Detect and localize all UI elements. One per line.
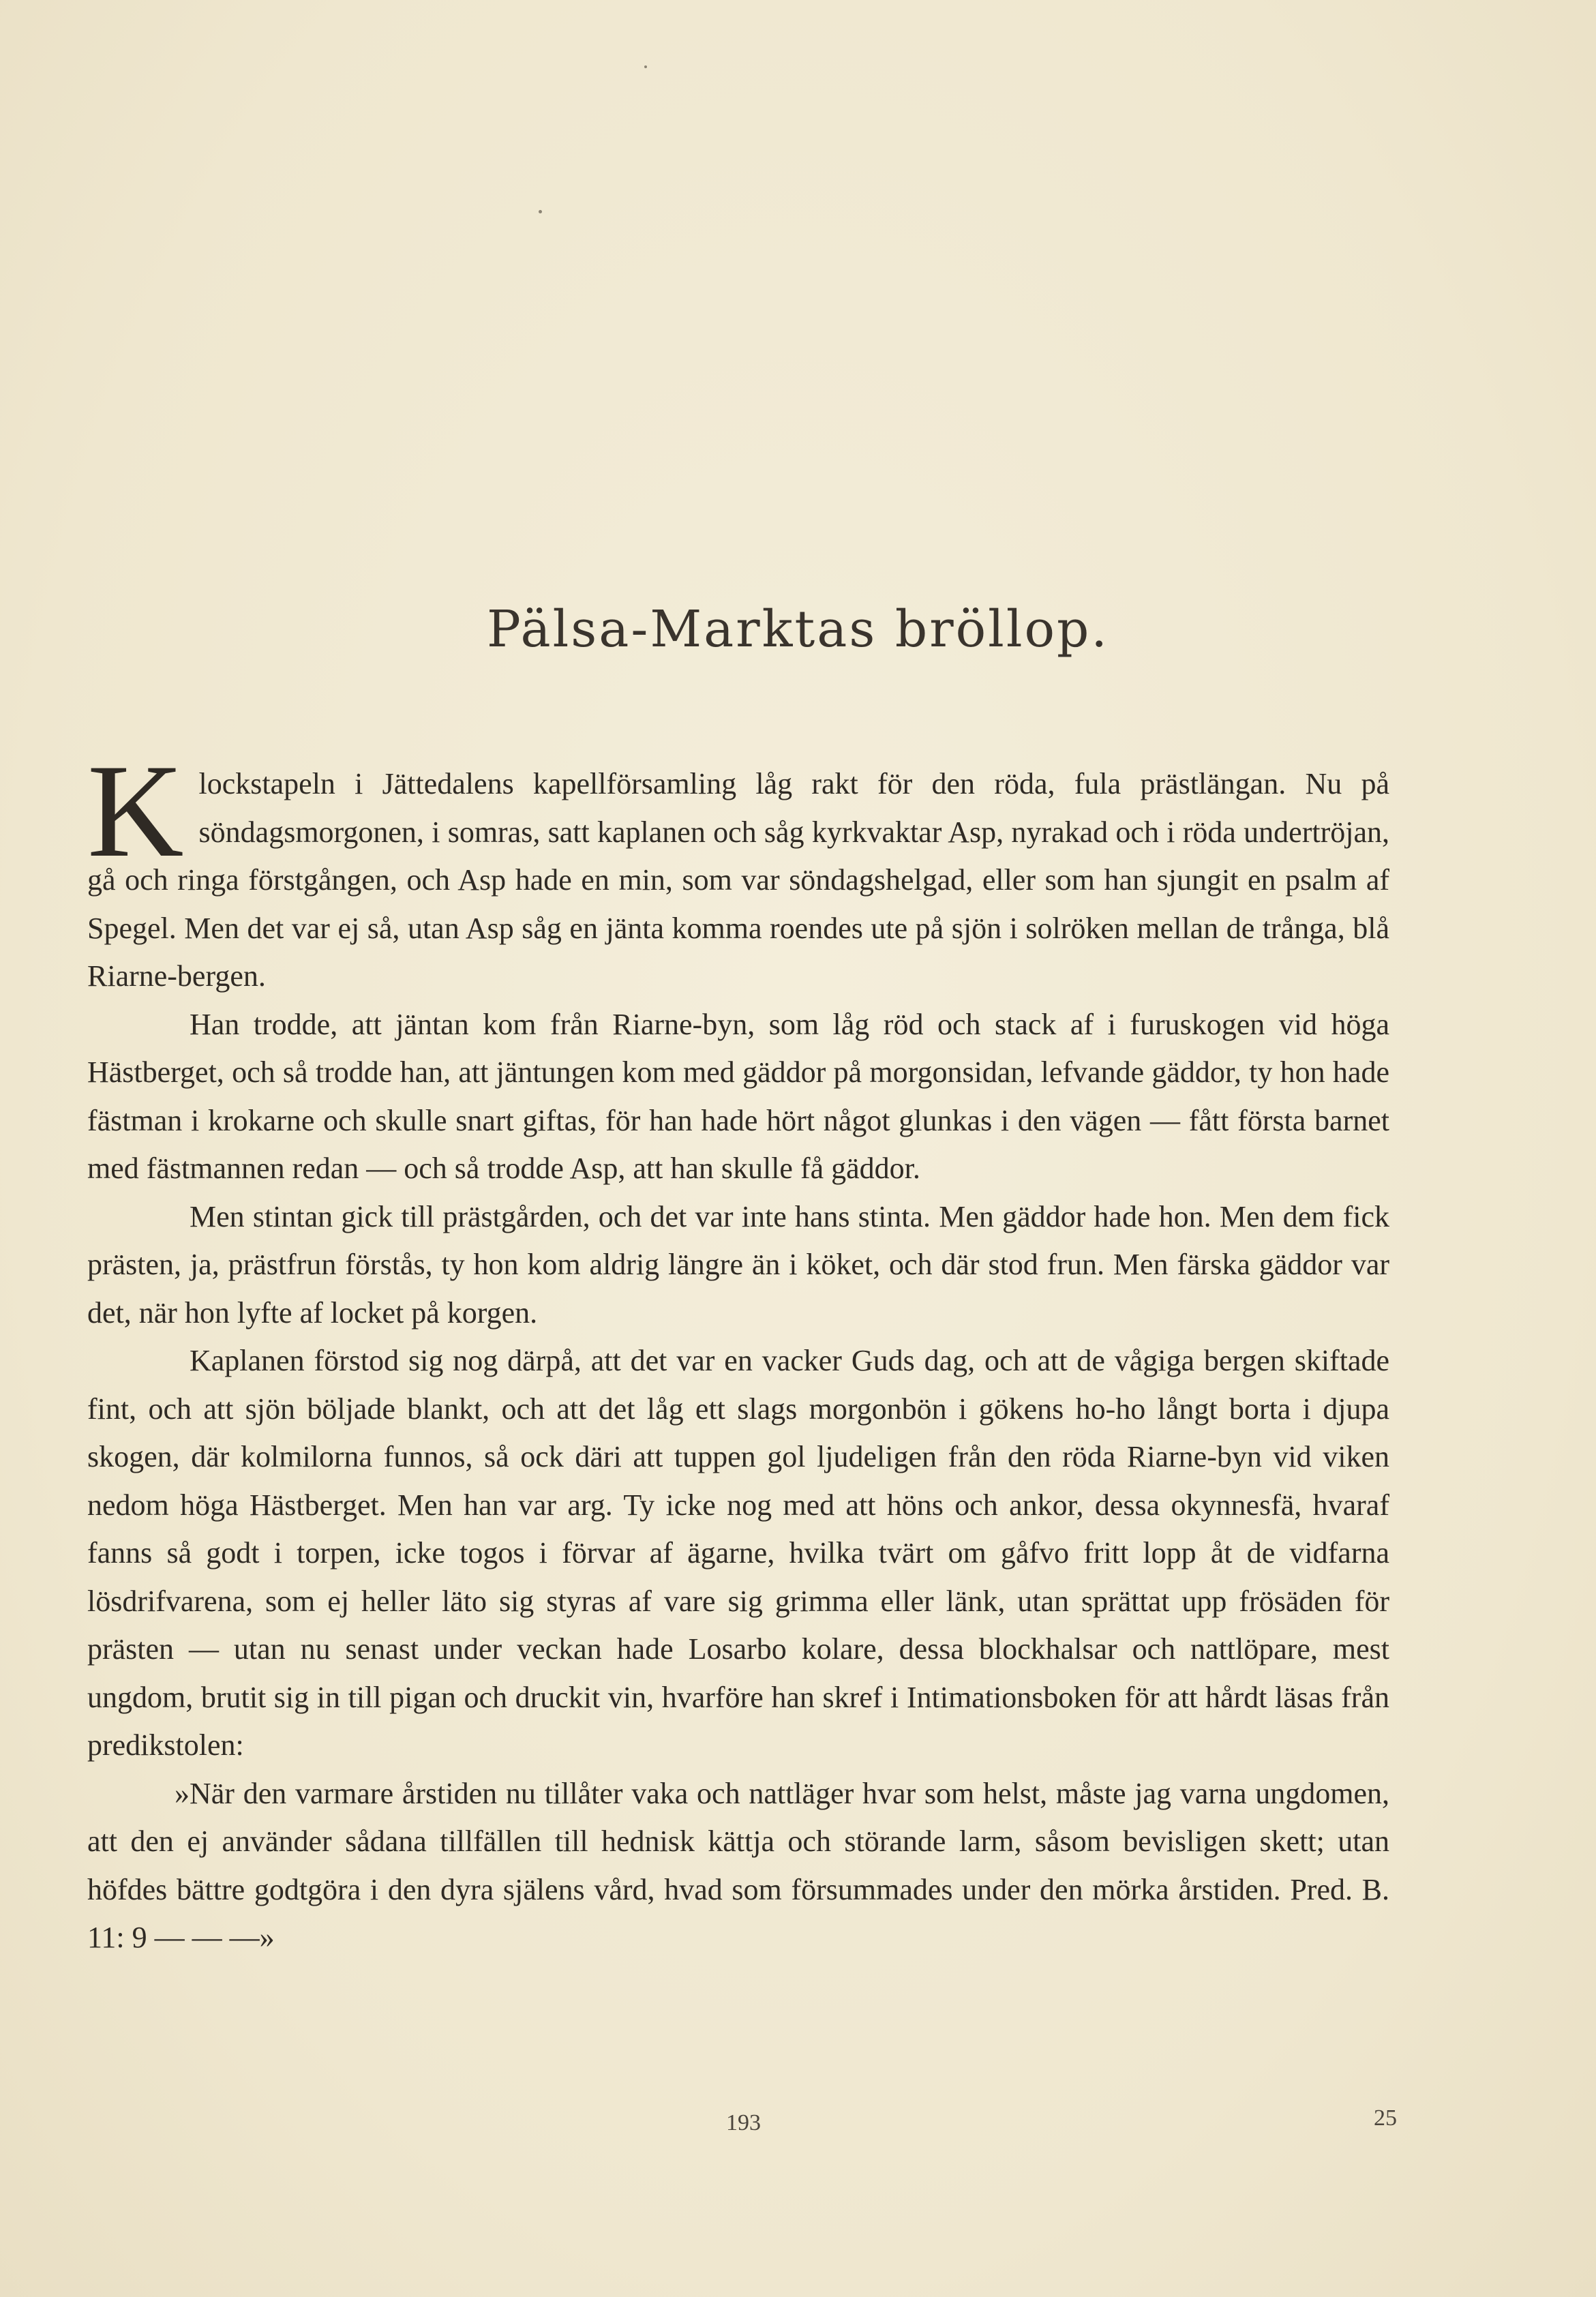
- paragraph: Kaplanen förstod sig nog därpå, att det var en vacker Guds dag, och att de vågiga bergen skiftade fint, och att sjön böljade blankt, och att det låg ett slags morgonbön i gökens ho-ho långt borta i djupa skogen, där kolmilorna funnos, så ock däri att tuppen gol ljudeligen från den röda Riarne-byn vid viken nedom höga Hästberget. Men han var arg. Ty icke nog med att höns och ankor, dessa okynnesfä, hvaraf fanns så godt i torpen, icke togos i förvar af ägarne, hvilka tvärt om gåfvo fritt lopp åt de vidfarna lösdrifvarena, som ej heller läto sig styras af vare sig grimma eller länk, utan sprättat upp frösäden för prästen — utan nu senast under veckan hade Losarbo kolare, dessa blockhalsar och nattlöpare, mest ungdom, brutit sig in till pigan och druckit vin, hvarföre han skref i Intimationsboken för att hårdt läsas från predikstolen:: [87, 1344, 1389, 1762]
- paragraph-text: lockstapeln i Jättedalens kapellförsamling låg rakt för den röda, fula prästlängan. Nu på söndagsmorgonen, i somras, satt kaplanen och såg kyrkvaktar Asp, nyrakad och i röda undertröjan, gå och ringa förstgången, och Asp hade en min, som var söndagshelgad, eller som han sjungit en psalm af Spegel. Men det var ej så, utan Asp såg en jänta komma roendes ute på sjön i solröken mellan de trånga, blå Riarne-bergen.: [87, 767, 1389, 993]
- paragraph: Men stintan gick till prästgården, och det var inte hans stinta. Men gäddor hade hon. Men dem fick prästen, ja, prästfrun förstås, ty hon kom aldrig längre än i köket, och där stod frun. Men färska gäddor var det, när hon lyfte af locket på korgen.: [87, 1199, 1389, 1330]
- page-number: 193: [726, 2110, 761, 2135]
- chapter-title: Pälsa-Marktas bröllop.: [487, 600, 1109, 659]
- paper-speck: [644, 65, 647, 68]
- paragraph: Han trodde, att jäntan kom från Riarne-byn, som låg röd och stack af i furuskogen vid höga Hästberget, och så trodde han, att jäntungen kom med gäddor på morgonsidan, lefvande gäddor, ty hon hade fästman i krokarne och skulle snart giftas, för han hade hört något glunkas i den vägen — fått första barnet med fästmannen redan — och så trodde Asp, att han skulle få gäddor.: [87, 1007, 1389, 1185]
- body-text: [87, 737, 1389, 1962]
- paper-speck: [539, 210, 542, 213]
- drop-cap: K: [87, 737, 184, 885]
- paragraph: [87, 737, 1389, 1001]
- quoted-paragraph: »När den varmare årstiden nu tillåter vaka och nattläger hvar som helst, måste jag varna ungdomen, att den ej använder sådana tillfällen till hednisk kättja och störande larm, såsom bevisligen skett; utan höfdes bättre godtgöra i den dyra själens vård, hvad som försummades under den mörka årstiden. Pred. B. 11: 9 — — —»: [87, 1776, 1389, 1954]
- signature-mark: 25: [1374, 2105, 1397, 2131]
